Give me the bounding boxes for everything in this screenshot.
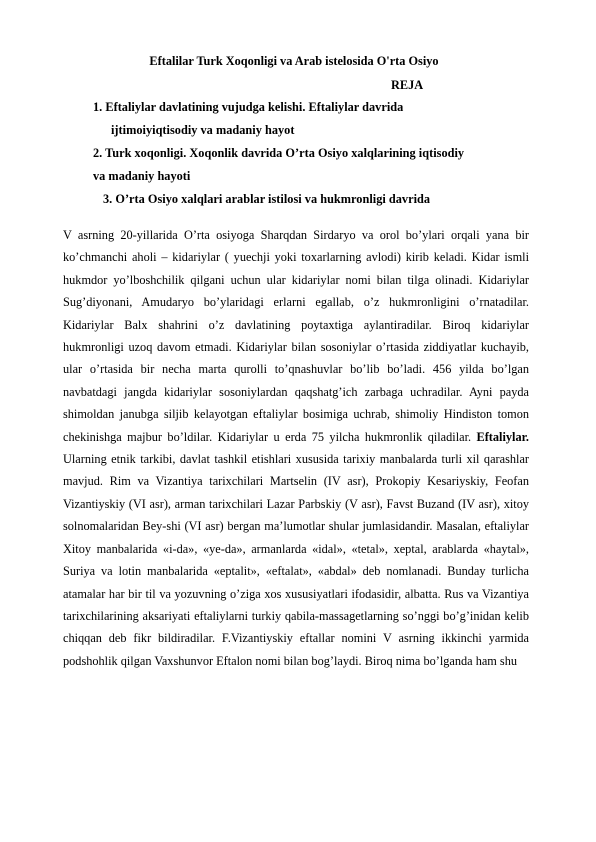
body-text-part-2: Ularning etnik tarkibi, davlat tashkil etishlari xususida tarixiy manbalarda turli xil qarashlar mavjud. Rim va Vizantiya tarixchilari Martselin (IV asr), Prokopiy Kesariyskiy, Feofan Vizantiyskiy (VI asr), arman tarixchilari Lazar Parbskiy (V asr), Favst Buzand (IV asr), xitoy solnomalaridan Bey-shi (VI asr) bergan ma’lumotlar shular jumlasidandir. Masalan, eftaliylar Xitoy manbalarida «i-da», «ye-da», armanlarda «idal», «tetal», xeptal, arablarda «haytal», Suriya va lotin manbalarida «eptalit», «eftalat», «abdal» deb nomlanadi. Bunday turlicha atamalar har bir til va yozuvning o’ziga xos xususiyatlari ifodasidir, albatta. Rus va Vizantiya tarixchilarining aksariyati eftaliylarni turkiy qabila-massagetlarning so’nggi bo’g’inidan kelib chiqqan deb fikr bildiradilar. F.Vizantiyskiy eftallar nomini V asrning ikkinchi yarmida podshohlik qilgan Vaxshunvor Eftalon nomi bilan bog’laydi. Biroq nima bo’lganda ham shu: [63, 452, 529, 668]
body-text-part-1: V asrning 20-yillarida O’rta osiyoga Sharqdan Sirdaryo va orol bo’ylari orqali yana bir ko’chmanchi aholi – kidariylar ( yuechji yoki toxarlarning avlodi) kirib keladi. Kidar ismli hukmdor yo’lboshchilik qilgani uchun ular kidariylar nomi bilan tilga olinadi. Kidariylar Sug’diyonani, Amudaryo bo’ylaridagi erlarni egallab, o’z hukmronligini o’rnatadilar. Kidariylar Balx shahrini o’z davlatining poytaxtiga aylantiradilar. Biroq kidariylar hukmronligi uzoq davom etmadi. Kidariylar bilan sosoniylar o’rtasida ziddiyatlar kuchayib, ular o’rtasida bir necha marta qurolli to’qnashuvlar bo’lib bo’ladi. 456 yilda bo’lgan navbatdagi jangda kidariylar sosoniylardan qaqshatg’ich zarbaga uchradilar. Ayni payda shimoldan janubga siljib kelayotgan eftaliylar bosimiga uchrab, shimoliy Hindiston tomon chekinishga majbur bo’ldilar. Kidariylar u erda 75 yilcha hukmronlik qiladilar.: [63, 228, 529, 444]
plan-item-3-line-1: 3. O’rta Osiyo xalqlari arablar istilosi va hukmronligi davrida: [103, 192, 431, 206]
body-paragraph: [63, 224, 529, 672]
plan-item-1-line-1: 1. Eftaliylar davlatining vujudga kelishi. Eftaliylar davrida: [93, 100, 404, 114]
document-title: [0, 54, 596, 69]
plan-heading: REJA: [391, 78, 424, 92]
plan-item-1-line-2: ijtimoiyiqtisodiy va madaniy hayot: [111, 123, 295, 137]
document-title-text: Eftalilar Turk Xoqonligi va Arab istelosida O'rta Osiyo: [149, 54, 439, 68]
body-bold-term: Eftaliylar.: [476, 429, 529, 444]
plan-item-2-line-2: va madaniy hayoti: [93, 169, 191, 183]
plan-item-2-line-1: 2. Turk xoqonligi. Xoqonlik davrida O’rta Osiyo xalqlarining iqtisodiy: [93, 146, 465, 160]
